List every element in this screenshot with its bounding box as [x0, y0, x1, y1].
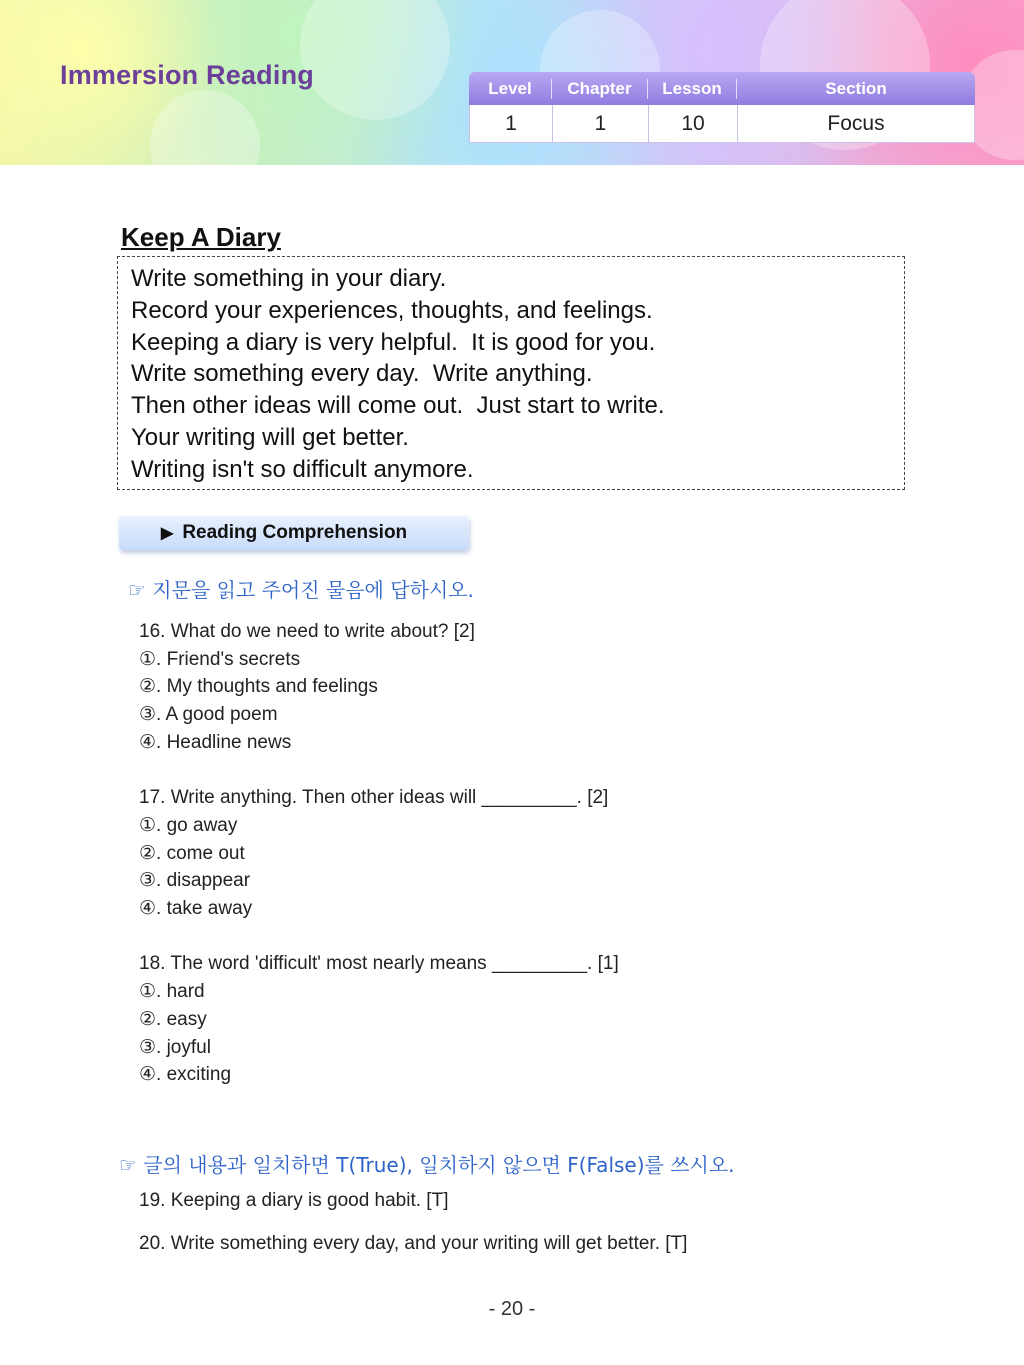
answer-option: ②. easy [139, 1008, 207, 1030]
question-text: 17. Write anything. Then other ideas will _________. [2] [139, 787, 609, 809]
passage-line: Then other ideas will come out. Just start to write. [131, 392, 665, 420]
lesson-value: 10 [648, 105, 737, 142]
instruction-true-false: ☞ 글의 내용과 일치하면 T(True), 일치하지 않으면 F(False)를 쓰시오. [119, 1153, 735, 1177]
lesson-info-table [469, 72, 975, 143]
spacer [139, 757, 899, 785]
question-16 [139, 618, 899, 757]
answer-option: ①. go away [139, 814, 238, 836]
reading-comprehension-button[interactable] [119, 516, 469, 550]
answer-option: ④. exciting [139, 1064, 232, 1086]
answer-option: ④. Headline news [139, 731, 292, 753]
passage-line: Writing isn't so difficult anymore. [131, 455, 474, 483]
passage-line: Keeping a diary is very helpful. It is good for you. [131, 328, 656, 356]
section-value: Focus [737, 105, 974, 142]
lesson-info-values [469, 105, 975, 143]
answer-option: ③. A good poem [139, 704, 278, 726]
play-arrow-icon: ▶ [161, 525, 174, 542]
lesson-info-header [469, 72, 975, 105]
section-button-label: Reading Comprehension [182, 522, 408, 543]
passage-title: Keep A Diary [121, 222, 281, 252]
section-header: Section [736, 79, 975, 99]
chapter-header: Chapter [551, 79, 647, 99]
answer-option: ④. take away [139, 898, 253, 920]
answer-option: ①. Friend's secrets [139, 648, 301, 670]
question-list [139, 618, 899, 1089]
instruction-read-answer: ☞ 지문을 읽고 주어진 물음에 답하시오. [128, 578, 474, 602]
level-value: 1 [505, 111, 517, 135]
header-banner [0, 0, 1024, 165]
passage-line: Write something every day. Write anything. [131, 360, 593, 388]
passage-box [117, 256, 905, 490]
chapter-value: 1 [552, 105, 648, 142]
level-header: Level [488, 78, 532, 98]
passage-line: Record your experiences, thoughts, and feelings. [131, 296, 653, 324]
question-18 [139, 950, 899, 1089]
answer-option: ①. hard [139, 981, 205, 1003]
question-17 [139, 784, 899, 923]
question-text: 18. The word 'difficult' most nearly means _________. [1] [139, 953, 619, 975]
passage-line: Write something in your diary. [131, 265, 447, 292]
answer-option: ②. come out [139, 842, 245, 864]
true-false-item-20: 20. Write something every day, and your writing will get better. [T] [139, 1233, 688, 1254]
answer-option: ②. My thoughts and feelings [139, 676, 378, 698]
spacer [139, 923, 899, 951]
passage-line: Your writing will get better. [131, 423, 409, 451]
page-number: - 20 - [488, 1298, 536, 1320]
lesson-header: Lesson [647, 79, 736, 99]
question-text: 16. What do we need to write about? [2] [139, 621, 475, 642]
answer-option: ③. joyful [139, 1036, 211, 1058]
brand-title: Immersion Reading [60, 60, 314, 90]
true-false-item-19: 19. Keeping a diary is good habit. [T] [139, 1190, 449, 1211]
decor-bubble [150, 90, 260, 200]
answer-option: ③. disappear [139, 870, 251, 892]
decor-bubble [300, 0, 450, 120]
